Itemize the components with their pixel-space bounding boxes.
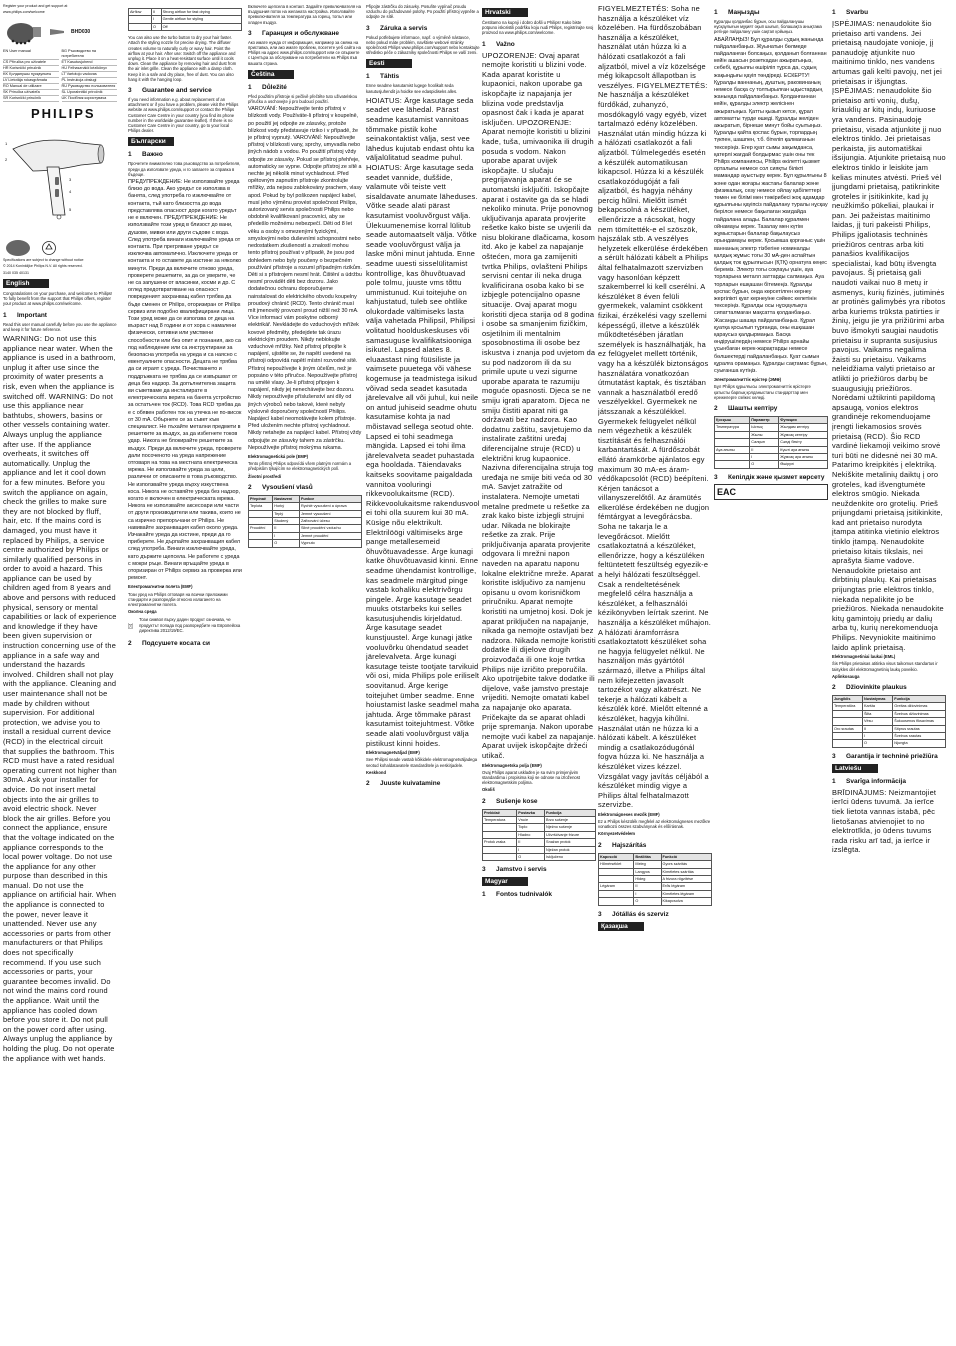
section-hu-guarantee: 3 Jótállás és szerviz bbox=[598, 910, 669, 918]
table-row: I Nježan protok bbox=[483, 846, 596, 853]
svg-text:1: 1 bbox=[5, 140, 8, 146]
section-guarantee: 3 Guarantee and service bbox=[128, 87, 212, 95]
table-row: Toplo Nježno sušenje bbox=[483, 824, 596, 831]
table-header-row: Prekidač Postavka Funkcija bbox=[483, 809, 596, 816]
table-row: I Kíméletes légáram bbox=[599, 890, 712, 897]
column-czech-estonian bbox=[366, 4, 480, 1342]
hr-emf-text: Ovaj Philips aparat usklađen je sa svim primjenjivim standardima i propisima koji se odnose na izloženost elektromagnetskim poljima. bbox=[482, 769, 580, 786]
section-hr-dry: 2 Sušenje kose bbox=[482, 797, 538, 805]
certification-row bbox=[3, 238, 117, 258]
et-intro: Enne seadme kasutamist lugege hoolikalt seda kasutusjuhendit ja hoidke see edaspidiseks alles. bbox=[366, 83, 458, 94]
section-lt-dry: 2 Džiovinkite plaukus bbox=[832, 684, 907, 691]
section-cs-dry: 2 Vysoušení vlasů bbox=[248, 483, 313, 491]
bg-emf-text: Този уред на Philips отговаря на всички приложими стандарти и разпоредби относно излагането на електромагнитни полета. bbox=[128, 591, 228, 608]
et-emf-text: See Philipsi seade vastab kõikidele elektromagnetväljadega seotud kohaldatavatele standarditele ja eeskirjadele. bbox=[366, 757, 478, 768]
section-et-important: 1 Tähtis bbox=[366, 73, 400, 81]
section-hu-dry: 2 Hajszárítás bbox=[598, 841, 647, 849]
table-row: Ауа ағыны II Күшті ауа ағыны bbox=[715, 446, 828, 453]
lang-bar-estonian: Eesti bbox=[366, 59, 412, 68]
hu-env-title: Környezetvédelem bbox=[598, 831, 636, 837]
table-row: Légáram II Erős légáram bbox=[599, 883, 712, 890]
column-english-bulgarian bbox=[128, 4, 242, 1342]
kk-settings-table bbox=[714, 416, 828, 469]
section-kk-guarantee: 3 Кепілдік және қызмет көрсету bbox=[714, 473, 825, 481]
table-row: Жылы Жұмсақ кептіру bbox=[715, 431, 828, 438]
svg-text:4: 4 bbox=[69, 188, 72, 194]
section-hu-important: 1 Fontos tudnivalók bbox=[482, 891, 552, 899]
wheelie-bin-crossed-icon bbox=[128, 619, 133, 633]
hr-warning: UPOZORENJE: Ovaj aparat nemojte koristiti u blizini vode. Kada aparat koristite u kupaonici, nakon uporabe ga iskopčajte iz napajanja jer blizina vode predstavlja opasnost čak i kada je aparat isključen. UPOZORENJE: Aparat nemojte koristiti u blizini kade, tuša, umivaonika ili drugih posuda s vodom. Nakon uporabe aparat uvijek iskopčajte. U slučaju pregrijavanja aparat će se automatski isključiti. Iskopčajte aparat i ostavite ga da se hladi nekoliko minuta. Prije ponovnog uključivanja aparata provjerite rešetke kako biste se uvjerili da nisu blokirane dlačicama, kosom itd. Ako je kabel za napajanje oštećen, mora ga zamijeniti tvrtka Philips, ovlašteni Philips servisni centar ili neka druga kvalificirana osoba kako bi se izbjegle potencijalno opasne situacije. Ovaj aparat mogu koristiti djeca starija od 8 godina i osobe sa smanjenim fizičkim, osjetilnim ili mentalnim sposobnostima ili osobe bez iskustva i znanja pod uvjetom da su pod nadzorom ili da su primile upute u vezi sigurne uporabe aparata te razumiju moguće opasnosti. Djeca se ne smiju igrati aparatom. Djeca ne smiju čistiti aparat niti ga održavati bez nadzora. Kao dodatnu zaštitu, savjetujemo da instalirate zaštitni uređaj diferencijalne struje (RCD) u električni krug kupaonice. Nazivna diferencijalna struja tog uređaja ne smije biti veća od 30 mA. Savjet zatražite od instalatera. Nemojte umetati metalne predmete u rešetke za zrak kako biste izbjegli strujni udar. Nikada ne blokirajte rešetke za zrak. Prije priključivanja aparata provjerite odgovara li mrežni napon naveden na aparatu naponu lokalne električne mreže. Aparat koristite isključivo za namjenu opisanu u ovom korisničkom priručniku. Aparat nemojte koristiti na umjetnoj kosi. Dok je aparat priključen na napajanje, nikada ga nemojte ostavljati bez nadzora. Nikada nemojte koristiti dodatke ili dijelove drugih proizvođača ili one koje tvrtka Philips nije izričito preporučila. Ako upotrijebite takve dodatke ili dijelove, vaše jamstvo prestaje vrijediti. Nemojte omatati kabel za napajanje oko aparata. Pričekajte da se aparat ohladi prije spremanja. Nakon uporabe nemojte vući kabel za napajanje. Aparat uvijek iskopčajte držeći utikač. bbox=[482, 50, 596, 760]
hr-env-title: Okoliš bbox=[482, 787, 495, 793]
section-bg-important: 1 Важно bbox=[128, 151, 163, 159]
dry-body-text: You can also use the turbo button to dry your hair faster. Attach the styling nozzle for precise drying. The diffuser creates volume to naturally curly or wavy hair. Point the airflow at your hair. After use: Switch off the appliance and unplug it. Place it on a heat-resistant surface until it cools down. Clean the appliance by removing hair and dust from the air inlet grille. Clean the appliance with a damp cloth. Keep it in a safe and dry place, free of dust. You can also hang it with the hanging loop. bbox=[128, 35, 237, 82]
et-env-title: Keskkond bbox=[366, 769, 387, 775]
table-row: Airflow II Strong airflow for fast drying bbox=[129, 9, 242, 16]
table-row: Hőmérséklet Meleg Gyors szárítás bbox=[599, 861, 712, 868]
language-index bbox=[3, 49, 117, 102]
column-bulgarian-czech bbox=[248, 4, 362, 1342]
cs-dry-text: Připojte zástrčku do zásuvky. Posuňte vypínač proudu vzduchu do požadované polohy. Po použití přístroj vypněte a odpojte ze sítě. bbox=[366, 4, 479, 20]
hr-intro: Čestitamo na kupnji i dobro došli u Philips! Kako biste potpuno iskoristili podršku koju nudi Philips, registrirajte svoj proizvod na www.philips.com/welcome. bbox=[482, 20, 594, 36]
svg-text:3: 3 bbox=[69, 176, 72, 182]
diffuser-attachment-icon bbox=[3, 238, 33, 258]
column-english bbox=[3, 4, 117, 1342]
lang-bar-bulgarian: Български bbox=[128, 137, 174, 146]
bg-env-text: Този символ върху даден продукт означава, че продуктът попада под разпоредбите на Европейска директива 2012/19/ЕС. bbox=[139, 617, 241, 633]
table-row: O Kikapcsolva bbox=[599, 898, 712, 905]
table-row: I Жұмсақ ауа ағыны bbox=[715, 454, 828, 461]
table-header-row: Jungiklis Nustatymas Funkcija bbox=[833, 696, 946, 703]
lt-emf-title: Elektromagnetiniai laukai (EML) bbox=[832, 654, 896, 660]
warning-text: WARNING: Do not use this appliance near water. When the appliance is used in a bathroom, unplug it after use since the proximity of water presents a risk, even when the appliance is switched off. WARNING: Do not use this appliance near bathtubs, showers, basins or other vessels containing water. Always unplug the appliance after use. If the appliance overheats, it switches off automatically. Unplug the appliance and let it cool down for a few minutes. Before you switch the appliance on again, check the grilles to make sure they are not blocked by fluff, hair, etc. If the mains cord is damaged, you must have it replaced by Philips, a service centre authorized by Philips or similarly qualified persons in order to avoid a hazard. This appliance can be used by children aged from 8 years and above and persons with reduced physical, sensory or mental capabilities or lack of experience and knowledge if they have been given supervision or instruction concerning use of the appliance in a safe way and understand the hazards involved. Children shall not play with the appliance. Cleaning and user maintenance shall not be made by children without supervision. For additional protection, we advise you to install a residual current device (RCD) in the electrical circuit that supplies the bathroom. This RCD must have a rated residual operating current not higher than 30mA. Ask your installer for advice. Do not insert metal objects into the air grilles to avoid electric shock. Never block the air grilles. Before you connect the appliance, ensure that the voltage indicated on the appliance corresponds to the local power voltage. Do not use the appliance for any other purpose than described in this manual. Do not use the appliance on artificial hair. When the appliance is connected to the power, never leave it unattended. Never use any accessories or parts from other manufacturers or that Philips does not specifically recommend. If you use such accessories or parts, your guarantee becomes invalid. Do not wind the mains cord round the appliance. Wait until the appliance has cooled down before you store it. Do not pull on the power cord after using. Always unplug the appliance by holding the plug. Do not operate the appliance with wet hands. bbox=[3, 334, 117, 1063]
lt-env-title: Aplinkosauga bbox=[832, 673, 860, 679]
kk-emf-text: Бұл Philips құрылғысы электромагниттік өрістерге қатысты барлық қолданыстағы стандарттар мен ережелерге сәйкес келеді. bbox=[714, 384, 811, 400]
section-cs-guarantee: 3 Záruka a servis bbox=[366, 24, 428, 32]
column-lithuanian-latvian bbox=[832, 4, 946, 1342]
doc-number: 3140 035 40131 bbox=[3, 270, 29, 275]
cs-settings-table bbox=[248, 495, 362, 548]
kk-warning: АБАЙЛАҢЫЗ! Бұл құралды судың жанында пайдаланбаңыз. Жуынатын бөлмеде пайдаланған болсаңыз, қолданып болғаннан кейін ашасын розеткадан ажыратыңыз, себебі, құрылғы өшіріліп тұрса да, судың жақындығы қауіп төндіреді. ЕСКЕРТУ! Құралды ваннаның, душтың, раковинаның немесе басқа су толтырылған ыдыстардың жанында пайдаланбаңыз. Қолданғаннан кейін, құралды электр желісінен ажыратыңыз. Қатты қызып кетсе, құрал автоматты түрде өшеді. Құралды желіден ажыратып, бірнеше минут бойы суытыңыз. Құралды қайта қоспас бұрын, торлардың түкпен, шашпен, т.б. бітеліп қалмағанын тексеріңіз. Егер қуат сымы зақымданса, қатерлі жағдай болдырмас үшін оны тек Philips компаниясы, Philips өкілетті қызмет орталығы немесе сол сияқты білікті мамандар ауыстыру керек. Бұл құрылғыны 8 және одан жоғары жастағы балалар және физикалық, сезу немесе ойлау қабілеттері төмен не білімі мен тәжірибесі жоқ адамдар құрылғыны қауіпсіз пайдалану туралы нұсқау берілсе немесе бақылаған жағдайда пайдалана алады. Балалар құралмен ойнамауы керек. Тазалау мен күтім жұмыстарын балалар бақылаусыз орындамауы керек. Қосымша қорғаныс үшін ваннаның электр тізбегіне номиналды қалдық жұмыс тогы 30 мА-ден аспайтын қалдық ток құрылғысын (ҚТҚ) орнатуға кеңес береміз. Электр тогы соқпауы үшін, ауа торларына металл заттарды салмаңыз. Ауа торларын ешқашан бітемеңіз. Құралды қоспас бұрын, онда көрсетілген кернеу жергілікті қуат кернеуіне сәйкес келетінін тексеріңіз. Құралды осы нұсқаулықта сипатталмаған мақсатта қолданбаңыз. Жасанды шашқа пайдаланбаңыз. Құрал қуатқа қосылып тұрғанда, оны ешқашан қараусыз қалдырмаңыз. Басқа өндірушілердің немесе Philips арнайы ұсынбаған керек-жарақтарды немесе бөлшектерді пайдаланбаңыз. Қуат сымын құралға орамаңыз. Құралды сақтамас бұрын, суығанша күтіңіз. bbox=[714, 36, 828, 374]
bg-guarantee-text: Ако имате нужда от информация, например за смяна на приставка, или ако имате проблем, посетете уеб сайта на Philips на адрес www.philips.com/support или се свържете с Центъра за обслужване на потребители на Philips във вашата страна. bbox=[248, 39, 361, 66]
table-row: Protok zraka II Snažan protok bbox=[483, 839, 596, 846]
table-row: Hladno Učvršćivanje frizure bbox=[483, 831, 596, 838]
kk-intro: Құралды қолданбас бұрын, осы пайдаланушы нұсқаулығын мұқият оқып шығып, болашақта анықтама ретінде пайдалану үшін сақтап қойыңыз. bbox=[714, 19, 822, 35]
lv-warning: BRĪDINĀJUMS: Neizmantojiet ierīci ūdens tuvumā. Ja ierīce tiek lietota vannas istabā, pēc lietošanas atvienojiet to no elektrotīkla, jo ūdens tuvums rada risku arī tad, ja ierīce ir izslēgta. bbox=[832, 787, 937, 855]
table-row: O Өшірулі bbox=[715, 461, 828, 468]
language-index-item: EN User manual bbox=[3, 49, 59, 60]
language-index-item: UK Посібник користувача bbox=[62, 96, 118, 102]
language-index-item: RO Manual de utilizare bbox=[3, 84, 59, 90]
bg-intro: Прочетете внимателно това ръководство за потребителя, преди да използвате уреда, и го запазете за справка в бъдеще. bbox=[128, 161, 241, 177]
lang-bar-latvian: Latviešu bbox=[832, 764, 878, 773]
lang-bar-kazakh: Қазақша bbox=[598, 922, 644, 931]
et-warning: HOIATUS: Ärge kasutage seda seadet vee lähedal. Pärast seadme kasutamist vannitoas tõmmake pistik kohe seinakontaktist välja, sest vee lähedus kujutab endast ohtu ka väljalülitatud seadme puhul. HOIATUS: Ärge kasutage seda seadet vannide, duššide, valamute või teiste vett sisaldavate anumate läheduses. Võtke seade alati pärast kasutamist vooluvõrgust välja. Ülekuumenemise korral lülitub seade automaatselt välja. Võtke seade vooluvõrgust välja ja laske mõni minut jahtuda. Enne seadme uuesti sisselülitamist kontrollige, kas õhuvõtuavad pole tolmu, juuste vms tõttu ummistunud. Kui toitejuhe on kahjustatud, tuleb see ohtlike olukordade vältimiseks lasta välja vahetada Philipsil, Philipsi volitatud hoolduskeskuses või samasuguse kvalifikatsiooniga isikutel. Lapsed alates 8. eluaastast ning füüsiliste ja vaimsete puuetega või vähese kogemuse ja teadmistega isikud võivad seda seadet kasutada järelevalve all või juhul, kui neile on antud juhiseid seadme ohutu kasutamise kohta ja nad mõistavad sellega seotud ohte. Lapsed ei tohi seadmega mängida. Lapsed ei tohi ilma järelevalveta seadet puhastada ega hooldada. Täiendavaks kaitseks soovitame paigaldada vannitoa vooluringi rikkevoolukaitsme (RCD). Rikkevoolukaitsme rakendusvool ei tohi olla suurem kui 30 mA. Küsige nõu elektrikult. Elektrilöögi vältimiseks ärge pange metallesemeid õhuvõtuavadesse. Ärge kunagi katke õhuvõtuavasid kinni. Enne seadme ühendamist kontrollige, kas seadmele märgitud pinge vastab kohaliku elektrivõrgu pingele. Ärge kasutage seadet muuks otstarbeks kui selles kasutusjuhendis kirjeldatud. Ärge kasutage seadet kunstjuustel. Ärge kunagi jätke vooluvõrku ühendatud seadet järelevalveta. Ärge kunagi kasutage teiste tootjate tarvikuid või osi, mida Philips pole eriliselt soovitanud. Ärge kerige toitejuhet ümber seadme. Enne hoiustamist laske seadmel maha jahtuda. Ärge tõmmake pärast kasutamist toitejuhtmest. Võtke seade alati vooluvõrgust välja pistikust kinni hoides. bbox=[366, 95, 480, 748]
table-row: Oro srautas II Stiprus srautas bbox=[833, 725, 946, 732]
table-row: Teplota Horký Rychlé vysoušení a úprava bbox=[249, 503, 362, 510]
bg-emf-title: Електромагнитни полета (EMF) bbox=[128, 584, 193, 590]
table-row: Proudění II Silné proudění vzduchu bbox=[249, 525, 362, 532]
kk-emf-title: Электромагниттік өрістер (ЭМӨ) bbox=[714, 377, 781, 383]
language-index-item: HR Korisnički priručnik bbox=[3, 66, 59, 72]
copyright: © 2014 Koninklijke Philips N.V. All rights reserved. bbox=[3, 264, 83, 269]
table-header-row: Қосқыш Параметр Функция bbox=[715, 416, 828, 423]
table-row: Температура Ыстық Жылдам кептіру bbox=[715, 424, 828, 431]
brand-logo: PHILIPS bbox=[31, 105, 96, 121]
table-row: Studený Zafixování účesu bbox=[249, 518, 362, 525]
language-index-item: PL Instrukcja obsługi bbox=[62, 78, 118, 84]
register-text: Register your product and get support at bbox=[3, 4, 68, 8]
table-row: O Išjungta bbox=[833, 740, 946, 747]
hu-warning: FIGYELMEZTETÉS: Soha ne használja a készüléket víz közelében. Ha fürdőszobában használja a készüléket, használat után húzza ki a hálózati csatlakozót a fali aljzatból, mivel a víz közelsége még kikapcsolt állapotban is veszélyes. FIGYELMEZTETÉS: Ne használja a készüléket fürdőkád, zuhanyzó, mosdókagyló vagy egyéb, vizet tartalmazó edény közelében. Használat után mindig húzza ki a hálózati csatlakozót a fali aljzatból. Túlmelegedés esetén a készülék automatikusan kikapcsol. Húzza ki a készülék csatlakozódugóját a fali aljzatból, és hagyja néhány percig hűlni. Mielőtt ismét bekapcsolná a készüléket, ellenőrizze a rácsokat, hogy nem tömítették-e el szöszök, hajszálak stb. A veszélyes helyzetek elkerülése érdekében a sérült hálózati kábelt a Philips által felhatalmazott szervizben vagy hasonlóan képzett szakemberrel ki kell cserélni. A készüléket 8 éven felüli gyermekek, valamint csökkent fizikai, érzékelési vagy szellemi képességű, illetve a készülék működtetésében járatlan személyek is használhatják, ha ez felügyelet mellett történik, vagy ha a készülék biztonságos használatára vonatkozóan útmutatást kaptak, és tisztában vannak a használatból eredő veszélyekkel. Gyermekek ne játsszanak a készülékkel. Gyermekek felügyelet nélkül nem végezhetik a készülék tisztítását és felhasználói karbantartását. A fürdőszobát ellátó áramkörbe ajánlatos egy maximum 30 mA-es áram-védőkapcsolót (RCD) beépíteni. Kérjen tanácsot a villanyszerelőtől. Az áramütés elkerülése érdekében ne dugjon fémtárgyat a levegőrácsba. Soha ne takarja le a levegőrácsot. Mielőtt csatlakoztatná a készüléket, ellenőrizze, hogy a készüléken feltüntetett feszültség egyezik-e a helyi hálózati feszültséggel. Csak a rendeltetésének megfelelő célra használja a készüléket, a felhasználói kézikönyvben leírtak szerint. Ne használja a készüléket műhajon. A hálózati áramforrásra csatlakoztatott készüléket soha ne hagyja felügyelet nélkül. Ne használjon más gyártótól származó, illetve a Philips által nem kifejezetten javasolt tartozékot vagy alkatrészt. Ne tekerje a hálózati kábelt a készülék köré. Mielőtt eltenné a készüléket, hagyja kihűlni. Használat után ne húzza ki a hálózati kábelt. A készüléket mindig a csatlakozódugónál fogva húzza ki. Ne használja a készüléket vizes kézzel. Vizsgálat vagy javítás céljából a készüléket mindig vigye a Philips által felhatalmazott szervizbe. bbox=[598, 4, 712, 810]
section-bg-dry: 2 Подсушете косата си bbox=[128, 640, 210, 648]
lang-bar-croatian: Hrvatski bbox=[482, 8, 528, 17]
table-row: O Isključeno bbox=[483, 854, 596, 861]
lt-warning: ĮSPĖJIMAS: nenaudokite šio prietaiso arti vandens. Jei prietaisą naudojate vonioje, jį panaudoję atjunkite nuo maitinimo tinklo, nes vandens artumas gali kelti pavojų, net jei prietaisas ir išjungtas. ĮSPĖJIMAS: nenaudokite šio prietaiso arti vonių, dušų, kriauklių ar kitų indų, kuriuose yra vandens. Pasinaudoję prietaisu, visada atjunkite jį nuo elektros tinklo. Jei prietaisas perkaista, jis automatiškai išsijungia. Atjunkite prietaisą nuo elektros tinklo ir leiskite jam kelias minutes atvėsti. Prieš vėl įjungdami prietaisą, patikrinkite groteles ir įsitikinkite, kad jų neužkimšo pūkeliai, plaukai ir pan. Jei pažeistas maitinimo laidas, jį turi pakeisti Philips, Philips įgaliotasis techninės priežiūros centras arba kiti panašios kvalifikacijos specialistai, kad būtų išvengta pavojaus. Šį prietaisą gali naudoti vaikai nuo 8 metų ir asmenys, kurių fizinės, jutiminės ar protinės galimybės yra ribotos arba kuriems trūksta patirties ir žinių, jeigu jie yra prižiūrimi arba buvo išmokyti saugiai naudotis prietaisu ir supranta susijusius pavojus. Vaikams negalima žaisti su prietaisu. Vaikams neleidžiama valyti prietaiso ar atlikti jo priežiūros darbų be suaugusiųjų priežiūros. Norėdami užtikrinti papildomą apsaugą, vonios elektros grandinėje rekomenduojame įrengti liekamosios srovės prietaisą (RCD). Šio RCD vardinė liekamoji veikimo srovė turi būti ne didesnė nei 30 mA. Patarimo kreipkitės į elektriką. Nekiškite metalinių daiktų į oro groteles, kad išvengtumėte elektros smūgio. Niekada neuždenkite oro grotelių. Prieš prijungdami prietaisą įsitikinkite, kad ant prietaiso nurodyta įtampa atitinka vietinio elektros tinklo įtampą. Nenaudokite prietaiso kitais tikslais, nei aprašyta šiame vadove. Nenaudokite prietaiso ant dirbtinių plaukų. Kai prietaisas prijungtas prie elektros tinklo, niekada nepalikite jo be priežiūros. Niekada nenaudokite kitų gamintojų priedų ar dalių arba tų, kurių nerekomenduoja Philips. Nevyniokite maitinimo laido aplink prietaisą. bbox=[832, 19, 946, 652]
language-index-item: LT Vartotojo vadovas bbox=[62, 72, 118, 78]
hu-emf-text: Ez a Philips készülék megfelel az elektromágneses mezőkre vonatkozó összes szabványnak és előírásnak. bbox=[598, 819, 711, 830]
language-index-item: SR Korisnički priručnik bbox=[3, 96, 59, 102]
table-row: O Off bbox=[129, 23, 242, 30]
bg-dry-text: Включете щепсела в контакт. Задайте превключвателя на въздушния поток на желаната настройка. Използвайте превключвателя за температура за горещ, топъл или хладен въздух. bbox=[248, 4, 361, 25]
nozzle-icon bbox=[49, 27, 65, 37]
section-lv-important: 1 Svarīga informācija bbox=[832, 777, 906, 785]
language-index-item: ET Kasutusjuhend bbox=[62, 60, 118, 66]
section-important: 1 Important bbox=[3, 311, 47, 319]
language-index-item: LV Lietotāja rokasgrāmata bbox=[3, 78, 59, 84]
recycle-icon bbox=[41, 240, 57, 256]
table-row: O Vypnuto bbox=[249, 540, 362, 547]
table-header-row: Přepínač Nastavení Funkce bbox=[249, 495, 362, 502]
lt-emf-text: Šis Philips prietaisas atitinka visus taikomus standartus ir taisykles dėl elektromagnetinių laukų poveikio. bbox=[832, 661, 938, 672]
svg-text:2: 2 bbox=[5, 156, 8, 162]
intro-text: Congratulations on your purchase, and welcome to Philips! To fully benefit from the support that Philips offers, register your product at www.philips.com/welcome. bbox=[3, 291, 113, 307]
table-row: Teplý Jemné vysoušení bbox=[249, 510, 362, 517]
table-header-row: Kapcsoló Beállítás Funkció bbox=[599, 853, 712, 860]
eac-mark: EAC bbox=[717, 486, 737, 497]
et-emf-title: Elektromagnetväljad (EMF) bbox=[366, 750, 420, 756]
table-row: Temperatūra Karšta Greitas džiovinimas bbox=[833, 703, 946, 710]
section-lt-important: 1 Svarbu bbox=[832, 9, 869, 16]
language-index-item: RU Руководство пользователя bbox=[61, 83, 116, 88]
language-index-item: HU Felhasználói kézikönyv bbox=[62, 66, 118, 72]
model-number: BHD030 bbox=[71, 28, 91, 35]
section-et-dry: 2 Juuste kuivatamine bbox=[366, 780, 441, 788]
lang-bar-english: English bbox=[3, 279, 49, 288]
important-text: Read this user manual carefully before you use the appliance and keep it for future reference. bbox=[3, 321, 117, 332]
diffuser-icon bbox=[3, 19, 43, 45]
language-index-item: CS Příručka pro uživatele bbox=[3, 60, 59, 66]
table-row: Temperatura Vruće Brzo sušenje bbox=[483, 816, 596, 823]
settings-table bbox=[128, 8, 242, 31]
language-index-item: SL Uporabniški priročnik bbox=[62, 90, 118, 96]
table-row: Салқын Сәнді бекіту bbox=[715, 439, 828, 446]
table-row: I Jemné proudění bbox=[249, 532, 362, 539]
table-row: Langyos Kíméletes szárítás bbox=[599, 868, 712, 875]
guarantee-text: If you need information e.g. about replacement of an attachment or if you have a problem, please visit the Philips website at www.philips.com/support or contact the Philips Customer Care Centre in your country (you find its phone number in the worldwide guarantee leaflet). If there is no Customer Care Centre in your country, go to your local Philips dealer. bbox=[128, 97, 239, 134]
cs-intro: Před použitím přístroje si pečlivě přečtěte tuto uživatelskou příručku a uschovejte ji pro budoucí použití. bbox=[248, 93, 358, 105]
cs-emf-title: Elektromagnetická pole (EMP) bbox=[248, 453, 309, 459]
bg-warning: ПРЕДУПРЕЖДЕНИЕ: Не използвайте уреда близо до вода. Ако уредът се използва в банята, след употреба го изключвайте от контакта, тъй като близостта до вода представлява опасност дори когато уредът не е включен. ПРЕДУПРЕЖДЕНИЕ: Не използвайте този уред в близост до вани, душове, мивки или други съдове с вода. След употреба винаги изключвайте уреда от контакта. При прегряване уредът се изключва автоматично. Изключете уреда от контакта и го оставете да изстине за няколко минути. Преди да включите отново уреда, проверете решетките, за да се уверите, че не са запушени от власинки, косми и др. С оглед предотвратяване на опасност повреденият захранващ кабел трябва да бъде сменен от Philips, оторизиран от Philips сервиз или подобно квалифицирани лица. Този уред може да се използва от деца на възраст над 8 години и от хора с намалени физически, сетивни или умствени способности или без опит и познания, ако са под наблюдение или са инструктирани за безопасна употреба на уреда и са наясно с евентуалните опасности. Децата не трябва да си играят с уреда. Почистването и поддръжката не трябва да се извършват от деца без надзор. За допълнителна защита ви съветваме да инсталирате в електрическата верига на банята устройство за остатъчен ток (RCD). Това RCD трябва да е с обявен работен ток на утечка не по-висок от 30 mA. Обърнете се за съвет към специалист. Не пъхайте метални предмети в решетките за въздух, за да избегнете токов удар. Никога не блокирайте решетките за въздух. Преди да включите уреда, проверете дали посоченото на уреда напрежение отговаря на това на местната електрическа мрежа. Не използвайте уреда за цели, различни от описаните в това ръководство. Не използвайте уреда върху изкуствена коса. Никога не оставяйте уреда без надзор, когато е включен в електрическата мрежа. Никога не използвайте аксесоари или части от други производители или такива, които не са изрично препоръчани от Philips. Не навивайте захранващия кабел около уреда. Изчакайте уреда да изстине, преди да го приберете. Не дърпайте захранващия кабел след употреба. Винаги изключвайте уреда, като държите щепсела. Не работете с уреда с мокри ръце. Винаги връщайте уреда в оторизиран от Philips сервиз за проверка или ремонт. bbox=[128, 179, 242, 582]
table-row: Vėsu Šukuosenos fiksavimas bbox=[833, 718, 946, 725]
product-heading-row bbox=[3, 19, 117, 45]
spec-note: Specifications are subject to change without notice bbox=[3, 257, 84, 262]
section-cs-important: 1 Důležité bbox=[248, 83, 287, 91]
section-lt-guarantee: 3 Garantija ir techninė priežiūra bbox=[832, 752, 938, 760]
hair-dryer-illustration bbox=[3, 131, 113, 221]
bg-env-row bbox=[128, 617, 242, 635]
section-bg-guarantee: 3 Гаранция и обслужване bbox=[248, 29, 340, 37]
bg-env-title: Околна среда bbox=[128, 609, 157, 615]
hu-settings-table bbox=[598, 853, 712, 906]
table-row: I Gentle airflow for styling bbox=[129, 16, 242, 23]
section-hr-guarantee: 3 Jamstvo i servis bbox=[482, 866, 547, 874]
svg-text:5: 5 bbox=[69, 206, 72, 212]
section-hr-important: 1 Važno bbox=[482, 40, 515, 48]
cs-env-title: Životní prostředí bbox=[248, 473, 282, 479]
table-row: I Švelnus srautas bbox=[833, 733, 946, 740]
hu-emf-title: Elektromágneses mezők (EMF) bbox=[598, 811, 660, 817]
lang-bar-hungarian: Magyar bbox=[482, 877, 528, 886]
hr-emf-title: Elektromagnetska polja (EMF) bbox=[482, 762, 542, 768]
column-hungarian bbox=[598, 4, 712, 1342]
section-kk-dry: 2 Шашты кептіру bbox=[714, 404, 778, 412]
cs-guarantee-text: Pokud potřebujete informace, např. o výměně nástavce, nebo pokud máte problém, navštivte webové stránky společnosti Philips www.philips.com/support nebo kontaktujte středisko péče o zákazníky společnosti Philips ve vaší zemi. bbox=[366, 34, 480, 56]
language-index-item: SK Príručka užívateľa bbox=[3, 90, 59, 96]
eac-mark-box bbox=[714, 484, 828, 500]
lt-settings-table bbox=[832, 695, 946, 748]
column-kazakh bbox=[714, 4, 828, 1342]
cs-warning: VAROVÁNÍ: Nepoužívejte tento přístroj v blízkosti vody. Používáte-li přístroj v koupelně, po použití jej odpojte ze zásuvky, protože blízkost vody představuje riziko i v případě, že je přístroj vypnutý. VAROVÁNÍ: Nepoužívejte přístroj v blízkosti vany, sprchy, umyvadla nebo jiných nádob s vodou. Po použití přístroj vždy odpojte ze zásuvky. Pokud se přístroj přehřeje, automaticky se vypne. Odpojte přístroj ze sítě a nechte jej několik minut vychladnout. Před opětovným zapnutím přístroje zkontrolujte mřížky, zda nejsou zablokovány prachem, vlasy apod. Pokud by byl poškozen napájecí kabel, musí jeho výměnu provést společnost Philips, autorizovaný servis společnosti Philips nebo obdobně kvalifikovaní pracovníci, aby se předešlo možnému nebezpečí. Děti od 8 let věku a osoby s omezenými fyzickými, smyslovými nebo duševními schopnostmi nebo nedostatkem zkušeností a znalostí mohou tento přístroj používat v případě, že jsou pod dohledem nebo byly poučeny o bezpečném používání přístroje a rozumí případným rizikům. Děti si s přístrojem nesmí hrát. Čištění a údržbu nesmí provádět děti bez dozoru. Jako dodatečnou ochranu doporučujeme nainstalovat do elektrického obvodu koupelny proudový chránič (RCD). Tento chránič musí mít jmenovitý provozní proud nižší než 30 mA. Více informací vám poskytne odborný elektrikář. Nevkládejte do vzduchových mřížek kovové předměty, předejdete tak úrazu elektrickým proudem. Nikdy neblokujte vzduchové mřížky. Než přístroj připojíte k napájení, ujistěte se, že napětí uvedené na přístroji odpovídá napětí místní rozvodné sítě. Přístroj nepoužívejte k jiným účelům, než je popsáno v této příručce. Nepoužívejte přístroj na umělé vlasy. Je-li přístroj připojen k napájení, nikdy jej nenechávejte bez dozoru. Nikdy nepoužívejte příslušenství ani díly od jiných výrobců nebo takové, které nebyly výslovně doporučeny společností Philips. Napájecí kabel neomotávejte kolem přístroje. Před uložením nechte přístroj vychladnout. Nikdy netahejte za napájecí kabel. Přístroj vždy odpojujte ze zásuvky tahem za zástrčku. Nepoužívejte přístroj mokrýma rukama. bbox=[248, 106, 362, 451]
table-row: Hideg A frizura rögzítése bbox=[599, 875, 712, 882]
hr-settings-table bbox=[482, 809, 596, 862]
table-row: Šilta Švelnus džiovinimas bbox=[833, 710, 946, 717]
column-croatian bbox=[482, 4, 596, 1342]
language-index-item: BG Ръководство на потребителя bbox=[62, 49, 118, 60]
cs-emf-text: Tento přístroj Philips odpovídá všem platným normám a předpisům týkajícím se elektromagnetických polí. bbox=[248, 461, 352, 472]
language-index-item: KK Қолданушы нұсқаулығы bbox=[3, 72, 59, 78]
section-kk-important: 1 Маңызды bbox=[714, 9, 760, 16]
lang-bar-czech: Čeština bbox=[248, 70, 294, 79]
register-url[interactable]: www.philips.com/welcome bbox=[3, 10, 45, 15]
